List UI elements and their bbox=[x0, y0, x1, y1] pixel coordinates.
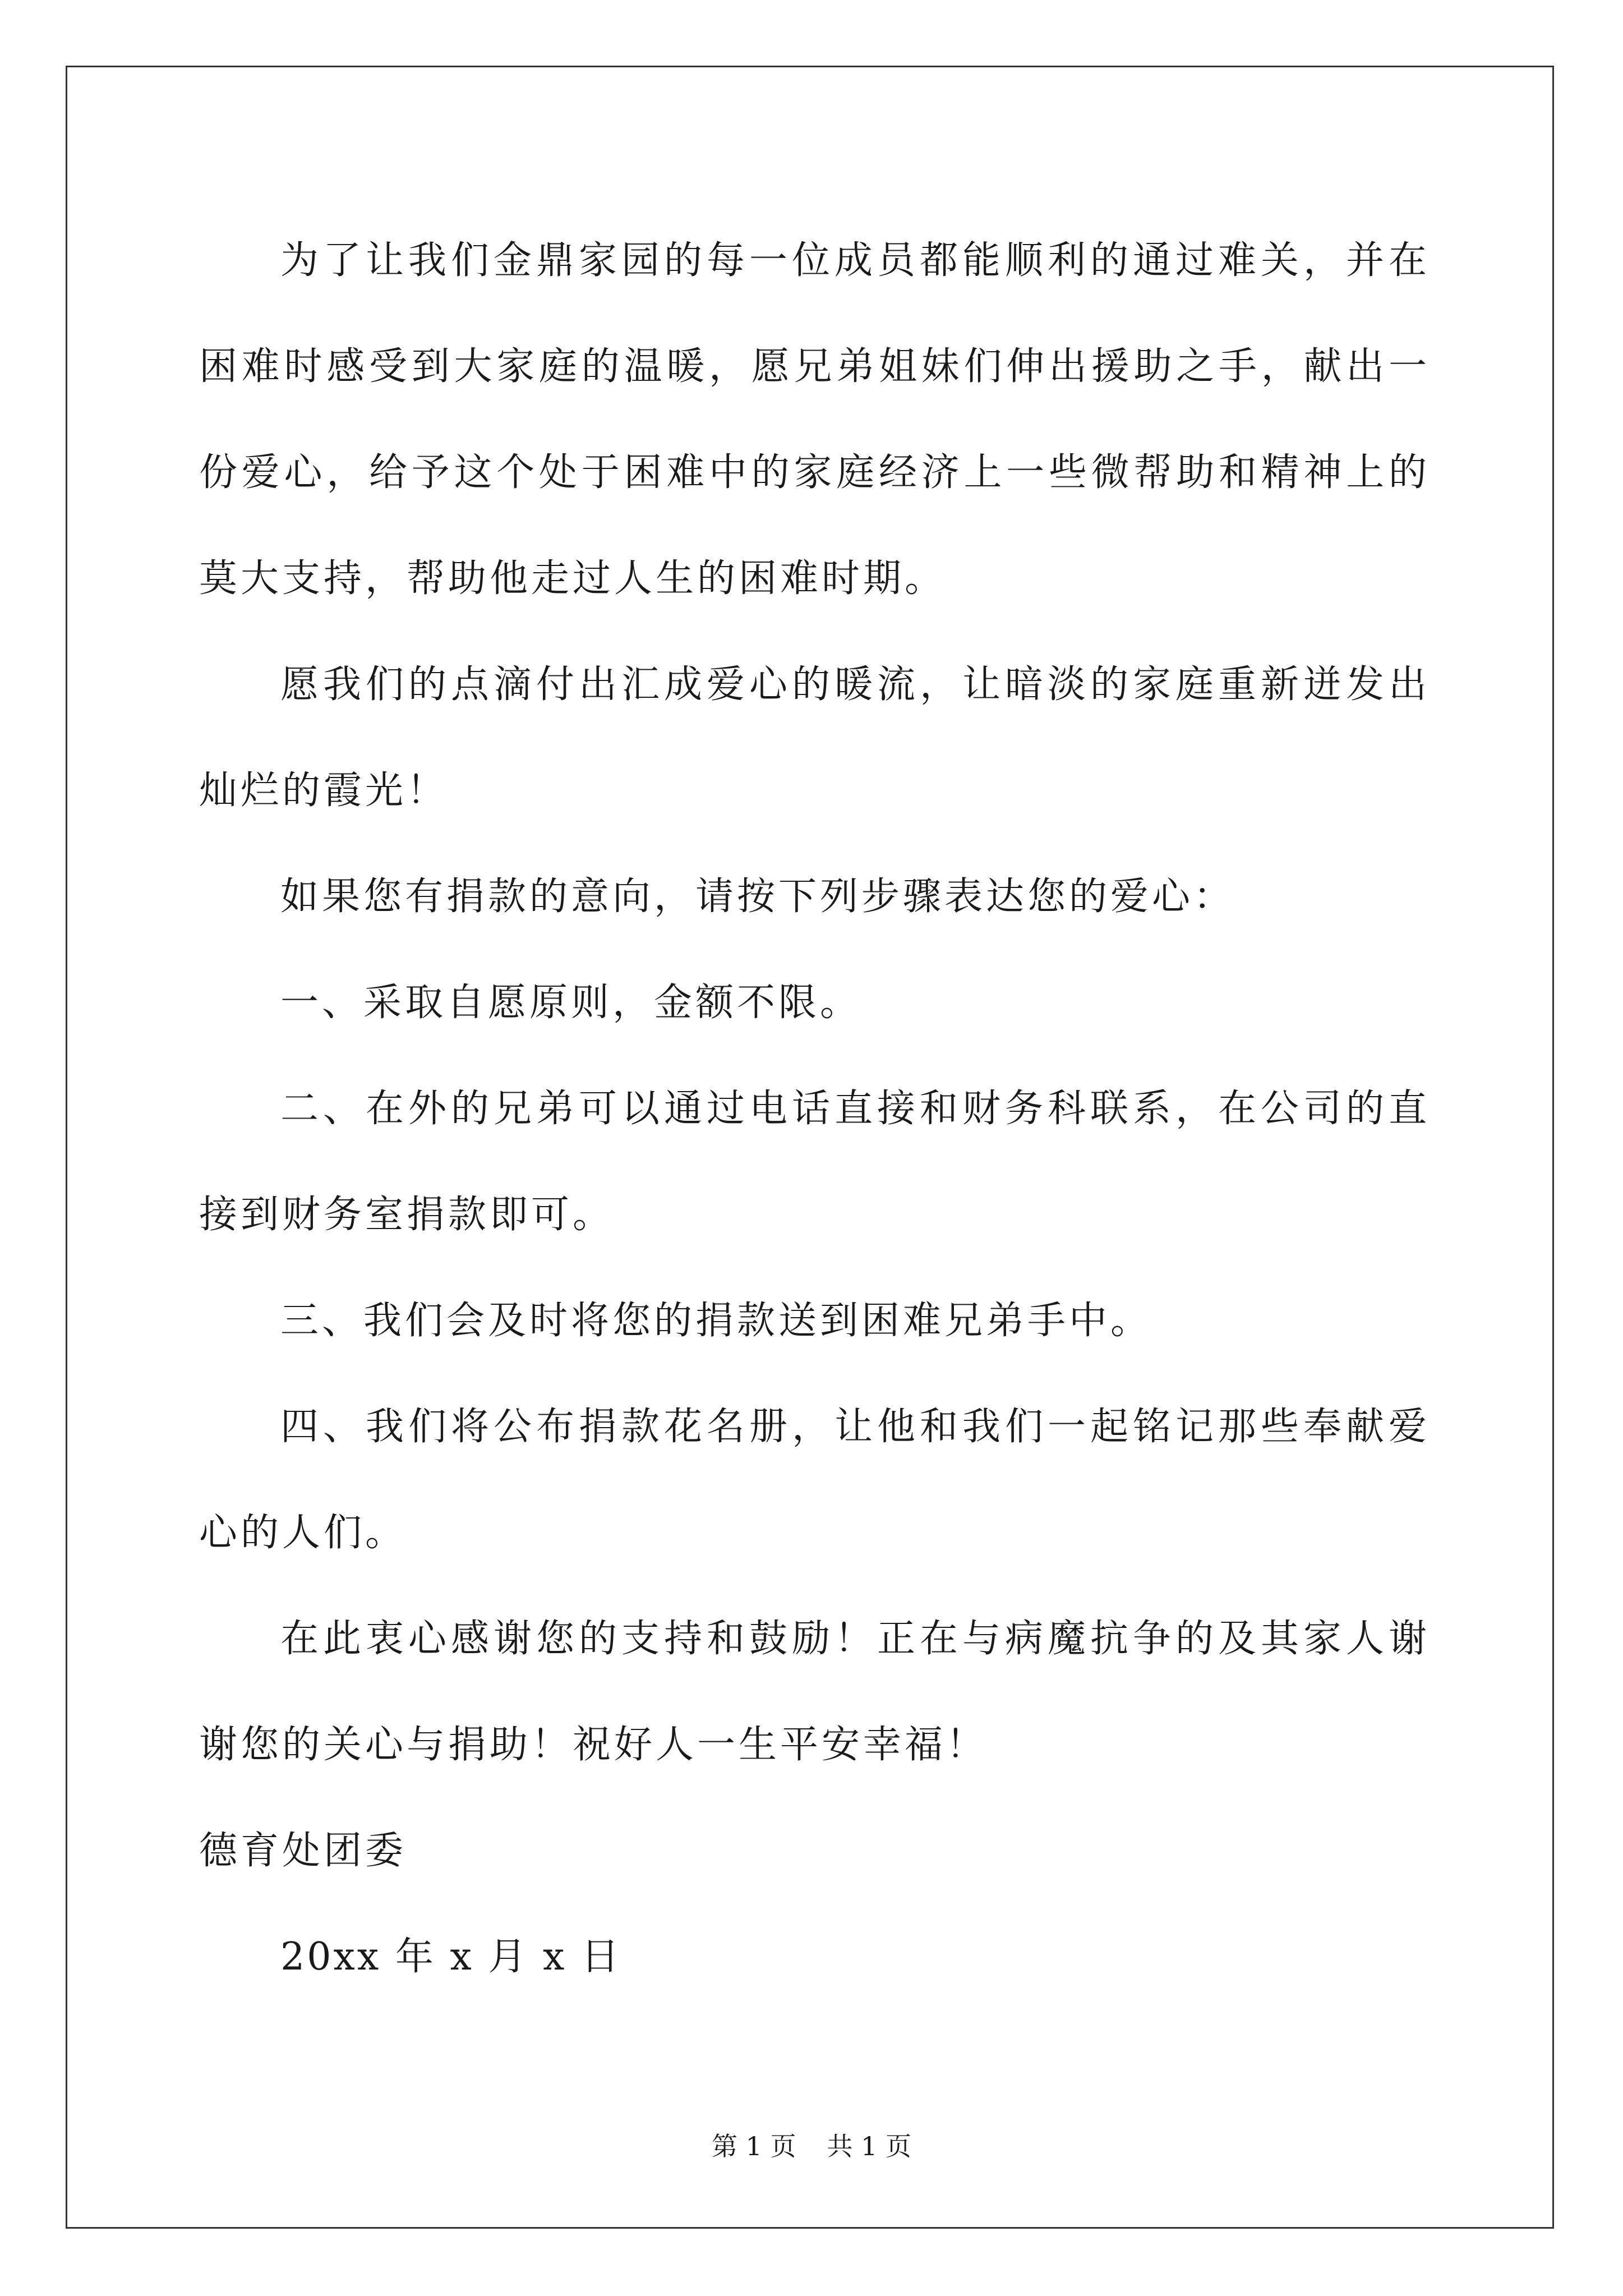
page-number-total: 共 1 页 bbox=[827, 2131, 912, 2161]
document-body bbox=[199, 208, 1430, 2010]
paragraph-appeal: 为了让我们金鼎家园的每一位成员都能顺利的通过难关，并在困难时感受到大家庭的温暖，愿兄弟姐妹们伸出援助之手，献出一份爱心，给予这个处于困难中的家庭经济上一些微帮助和精神上的莫大支持，帮助他走过人生的困难时期。 bbox=[199, 238, 1430, 601]
page-number-current: 第 1 页 bbox=[711, 2131, 796, 2161]
paragraph-step-3: 三、我们会及时将您的捐款送到困难兄弟手中。 bbox=[280, 1299, 1152, 1343]
paragraph-step-2: 二、在外的兄弟可以通过电话直接和财务科联系，在公司的直接到财务室捐款即可。 bbox=[199, 1087, 1430, 1237]
paragraph-step-4: 四、我们将公布捐款花名册，让他和我们一起铭记那些奉献爱心的人们。 bbox=[199, 1405, 1430, 1555]
page-footer bbox=[0, 2126, 1623, 2163]
signature: 德育处团委 bbox=[199, 1829, 407, 1873]
paragraph-step-1: 一、采取自愿原则，金额不限。 bbox=[280, 981, 862, 1025]
date: 20xx 年 x 月 x 日 bbox=[280, 1935, 622, 1979]
paragraph-wish: 愿我们的点滴付出汇成爱心的暖流，让暗淡的家庭重新迸发出灿烂的霞光！ bbox=[199, 662, 1430, 813]
paragraph-thanks: 在此衷心感谢您的支持和鼓励！正在与病魔抗争的及其家人谢谢您的关心与捐助！祝好人一生平安幸福！ bbox=[199, 1617, 1430, 1767]
paragraph-steps-intro: 如果您有捐款的意向，请按下列步骤表达您的爱心： bbox=[280, 875, 1235, 919]
